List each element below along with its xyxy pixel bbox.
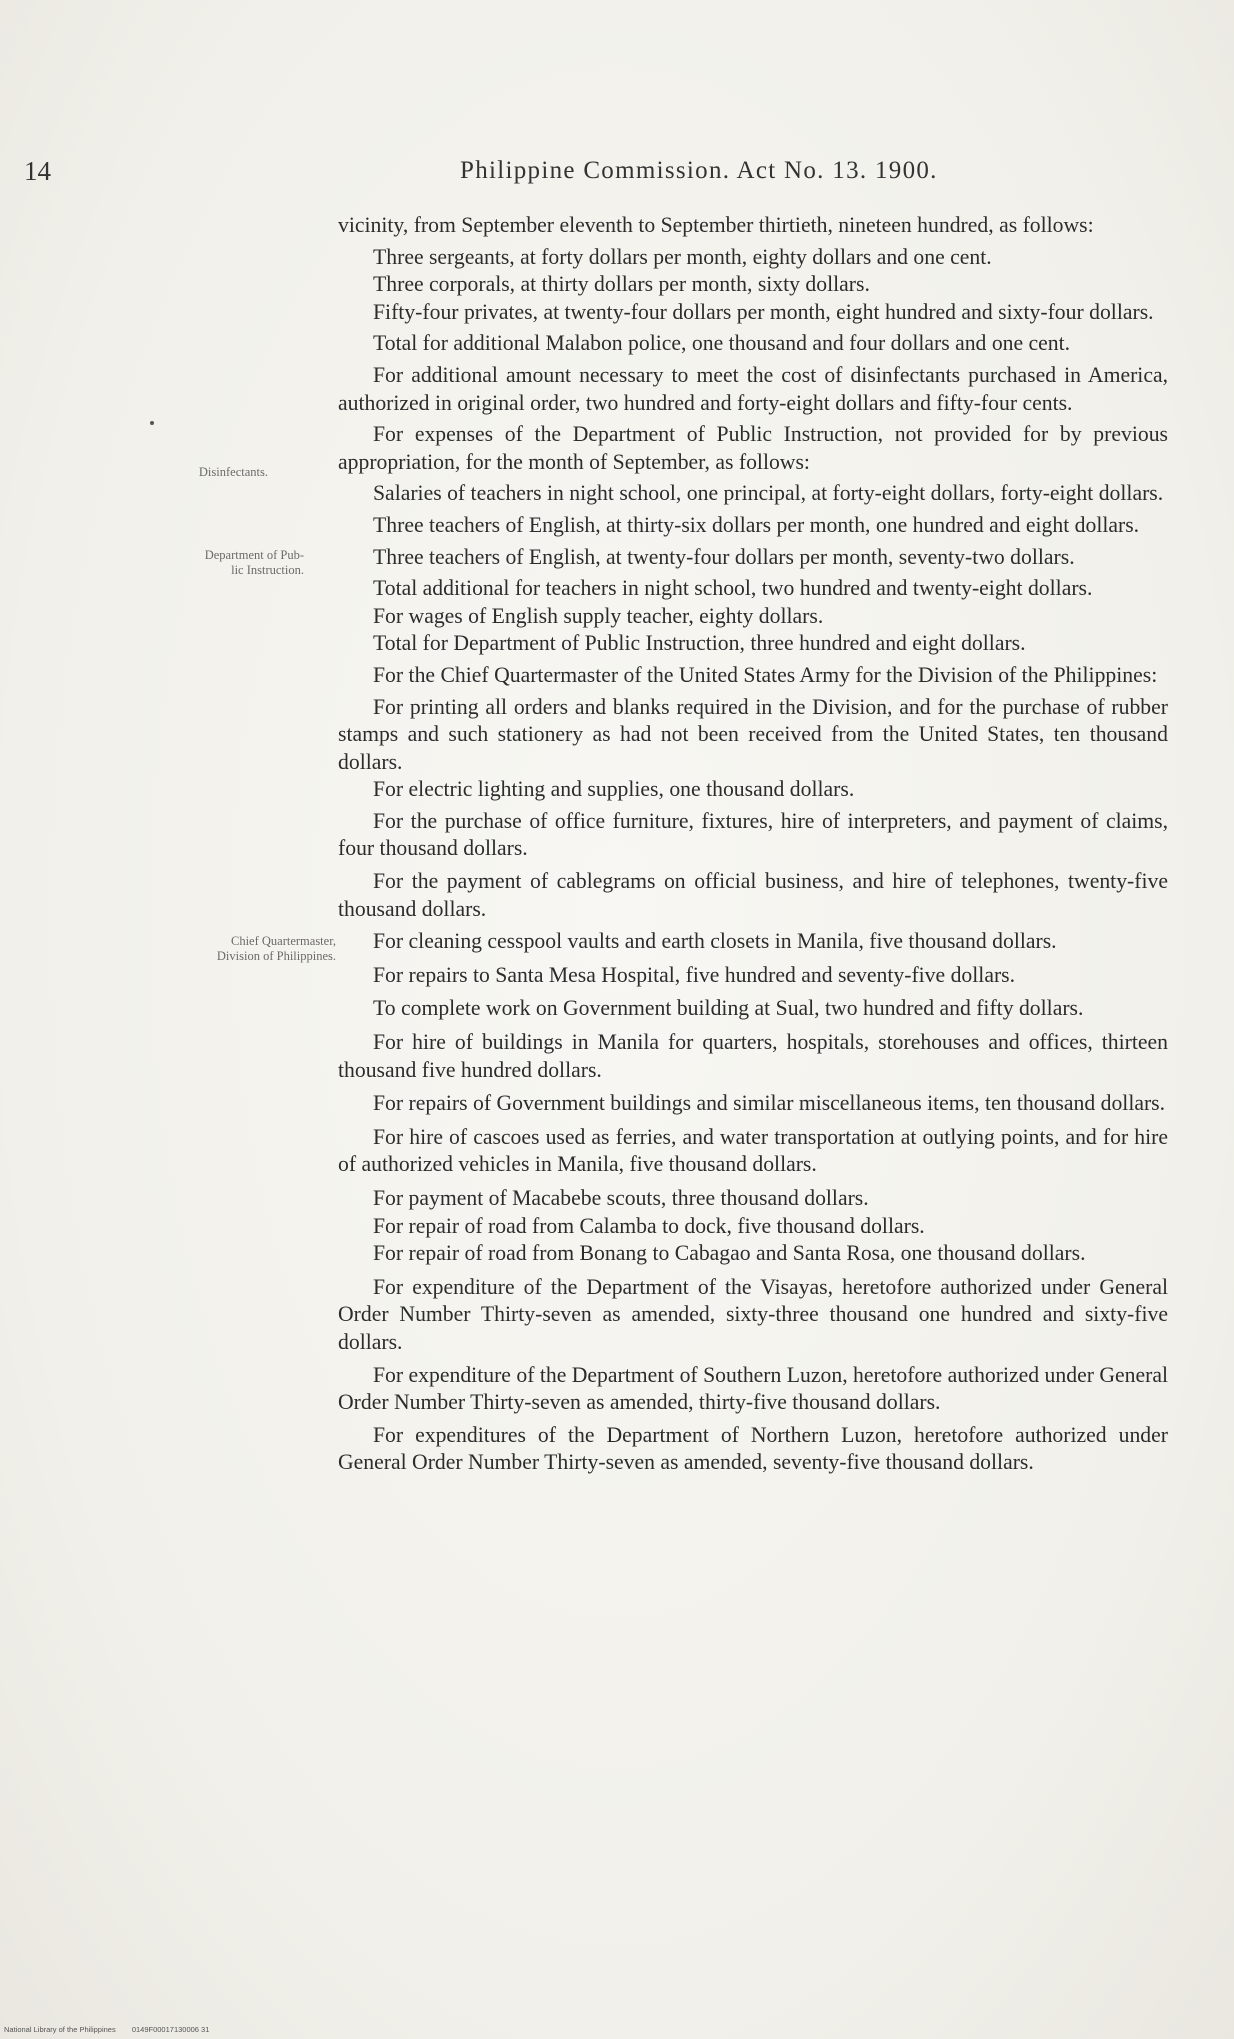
paragraph: Total for Department of Public Instruction, three hundred and eight dollars. [373,631,1026,656]
paragraph: Three teachers of English, at twenty-four dollars per month, seventy-two dollars. [373,544,1075,569]
paragraph: For repair of road from Bonang to Cabagao and Santa Rosa, one thousand dollars. [373,1241,1086,1266]
paragraph: For printing all orders and blanks required in the Division, and for the purchase of rubber stamps and such stationery as had not been received from the United States, ten thousand dollars. [338,694,1168,774]
body-text [338,212,1168,1477]
paragraph: For hire of cascoes used as ferries, and water transportation at outlying points, and for hire of authorized vehicles in Manila, five thousand dollars. [338,1124,1168,1177]
paragraph: For electric lighting and supplies, one thousand dollars. [373,777,855,802]
paragraph: Salaries of teachers in night school, one principal, at forty-eight dollars, forty-eight dollars. [373,481,1164,506]
paragraph: Three corporals, at thirty dollars per month, sixty dollars. [373,272,870,297]
paragraph: For cleaning cesspool vaults and earth closets in Manila, five thousand dollars. [373,929,1057,954]
footer-code: 0149F00017130006 31 [131,2025,210,2034]
paragraph: For repairs of Government buildings and similar miscellaneous items, ten thousand dollars. [373,1091,1166,1116]
paragraph: Three teachers of English, at thirty-six dollars per month, one hundred and eight dollars. [373,512,1140,537]
paragraph: For repairs to Santa Mesa Hospital, five hundred and seventy-five dollars. [373,962,1016,987]
paragraph: For the Chief Quartermaster of the United States Army for the Division of the Philippines: [373,662,1158,687]
paragraph: For hire of buildings in Manila for quarters, hospitals, storehouses and offices, thirteen thousand five hundred dollars. [338,1030,1168,1082]
paragraph: For additional amount necessary to meet the cost of disinfectants purchased in America, authorized in original order, two hundred and forty-eight dollars and fifty-four cents. [338,362,1168,415]
margin-mark [150,421,154,425]
paragraph: For repair of road from Calamba to dock, five thousand dollars. [373,1213,925,1238]
paragraph: Three sergeants, at forty dollars per month, eighty dollars and one cent. [373,244,992,269]
paragraph: Fifty-four privates, at twenty-four dollars per month, eight hundred and sixty-four dollars. [373,299,1154,324]
footer-credit: National Library of the Philippines [4,2025,116,2034]
paragraph: For expenditures of the Department of Northern Luzon, heretofore authorized under General Order Number Thirty-seven as amended, seventy-five thousand dollars. [338,1422,1168,1475]
paragraph: For payment of Macabebe scouts, three thousand dollars. [373,1186,869,1210]
paragraph: Total for additional Malabon police, one thousand and four dollars and one cent. [373,331,1071,356]
paragraph: For the payment of cablegrams on official business, and hire of telephones, twenty-five thousand dollars. [338,869,1168,921]
paragraph: For wages of English supply teacher, eighty dollars. [373,603,824,628]
paragraph: vicinity, from September eleventh to September thirtieth, nineteen hundred, as follows: [338,213,1094,237]
paragraph: For expenditure of the Department of Southern Luzon, heretofore authorized under General Order Number Thirty-seven as amended, thirty-five thousand dollars. [338,1362,1168,1415]
margin-note-public-instruction: Department of Pub- lic Instruction. [204,548,304,577]
page-number: 14 [24,156,51,186]
paragraph: Total additional for teachers in night school, two hundred and twenty-eight dollars. [373,576,1093,601]
margin-note-chief-quartermaster: Chief Quartermaster, Division of Philippines. [216,934,336,963]
margin-note-disinfectants: Disinfectants. [198,465,268,479]
paragraph: For expenses of the Department of Public Instruction, not provided for by previous appropriation, for the month of September, as follows: [338,422,1168,474]
paragraph: For expenditure of the Department of the Visayas, heretofore authorized under General Order Number Thirty-seven as amended, sixty-three thousand one hundred and sixty-five dollars. [338,1274,1168,1354]
paragraph: To complete work on Government building at Sual, two hundred and fifty dollars. [373,996,1084,1021]
running-head: Philippine Commission. Act No. 13. 1900. [460,157,938,184]
paragraph: For the purchase of office furniture, fixtures, hire of interpreters, and payment of claims, four thousand dollars. [338,808,1168,861]
scan-footer [4,2025,209,2034]
